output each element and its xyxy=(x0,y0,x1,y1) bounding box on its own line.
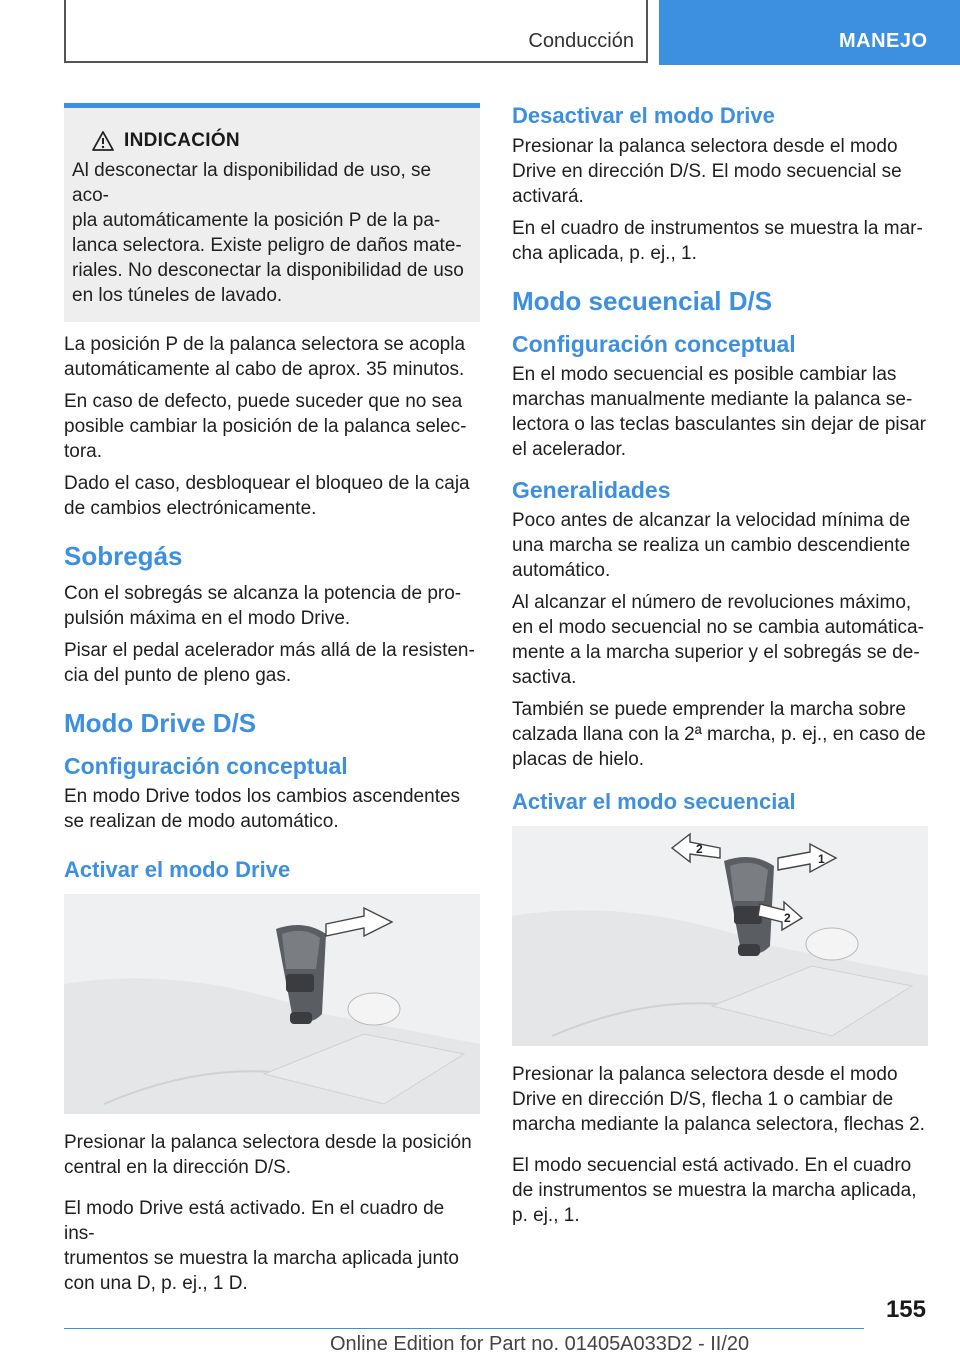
edition-footer: Online Edition for Part no. 01405A033D2 - II/20 xyxy=(330,1333,750,1355)
heading-config-secuencial: Configuración conceptual xyxy=(512,331,796,357)
notice-box xyxy=(64,103,480,322)
heading-activar-drive: Activar el modo Drive xyxy=(64,857,291,882)
notice-line: pla automáticamente la posición P de la pa- xyxy=(72,210,441,231)
paragraph-sobregas-1: Con el sobregás se alcanza la potencia de pro- pulsión máxima en el modo Drive. xyxy=(64,583,462,629)
notice-title: INDICACIÓN xyxy=(124,130,240,151)
gear-selector-figure-sequential xyxy=(512,826,928,1046)
paragraph-p-position: La posición P de la palanca selectora se acopla automáticamente al cabo de aprox. 35 minutos. xyxy=(64,334,466,380)
paragraph-config-drive: En modo Drive todos los cambios ascendentes se realizan de modo automático. xyxy=(64,786,461,832)
caption-sequential-2: El modo secuencial está activado. En el cuadro de instrumentos se muestra la marcha aplicada, p. ej., 1. xyxy=(512,1155,917,1226)
heading-activar-secuencial: Activar el modo secuencial xyxy=(512,789,796,814)
arrow-2a-label: 2 xyxy=(696,842,703,856)
page-number: 155 xyxy=(885,1296,926,1323)
caption-drive-1: Presionar la palanca selectora desde la posición central en la dirección D/S. xyxy=(64,1132,472,1178)
caption-sequential-1: Presionar la palanca selectora desde el modo Drive en dirección D/S, flecha 1 o cambiar de marcha mediante la palanca selectora, flechas 2. xyxy=(512,1064,925,1135)
warning-triangle-icon xyxy=(92,131,114,151)
notice-line: Al desconectar la disponibilidad de uso, se aco- xyxy=(72,160,432,206)
gear-selector-arrows-illustration xyxy=(512,826,928,1046)
left-column xyxy=(64,103,480,1303)
paragraph-sobregas-2: Pisar el pedal acelerador más allá de la resisten- cia del punto de pleno gas. xyxy=(64,640,475,686)
heading-desactivar-drive: Desactivar el modo Drive xyxy=(512,103,775,128)
notice-line: riales. No desconectar la disponibilidad de uso xyxy=(72,260,464,281)
paragraph-gen-1: Poco antes de alcanzar la velocidad mínima de una marcha se realiza un cambio descendiente automático. xyxy=(512,510,911,581)
heading-modo-secuencial: Modo secuencial D/S xyxy=(512,286,773,316)
heading-modo-drive: Modo Drive D/S xyxy=(64,708,257,738)
right-column xyxy=(512,102,928,1235)
header-section-box xyxy=(64,0,648,63)
notice-line: en los túneles de lavado. xyxy=(72,285,283,306)
heading-sobregas: Sobregás xyxy=(64,541,183,571)
heading-config-drive: Configuración conceptual xyxy=(64,753,348,779)
caption-drive-2: El modo Drive está activado. En el cuadro de ins- trumentos se muestra la marcha aplicada junto con una D, p. ej., 1 D. xyxy=(64,1198,459,1294)
paragraph-gen-3: También se puede emprender la marcha sobre calzada llana con la 2ª marcha, p. ej., en caso de placas de hielo. xyxy=(512,699,926,770)
gear-selector-figure-drive xyxy=(64,894,480,1114)
heading-generalidades: Generalidades xyxy=(512,477,671,503)
footer-divider xyxy=(64,1328,864,1329)
paragraph-desactivar-1: Presionar la palanca selectora desde el modo Drive en dirección D/S. El modo secuencial se activará. xyxy=(512,136,902,207)
notice-header xyxy=(72,130,472,152)
header-section-title: Conducción xyxy=(528,30,634,52)
gear-selector-illustration xyxy=(64,894,480,1114)
header-chapter-tab xyxy=(659,0,960,65)
paragraph-desactivar-2: En el cuadro de instrumentos se muestra la mar- cha aplicada, p. ej., 1. xyxy=(512,218,923,264)
arrow-2b-label: 2 xyxy=(784,911,791,925)
notice-line: lanca selectora. Existe peligro de daños mate- xyxy=(72,235,462,256)
paragraph-defect: En caso de defecto, puede suceder que no sea posible cambiar la posición de la palanca selec- tora. xyxy=(64,391,467,462)
paragraph-gen-2: Al alcanzar el número de revoluciones máximo, en el modo secuencial no se cambia automática- mente a la marcha superior y el sobregás se de- sactiva. xyxy=(512,592,924,688)
header-chapter-title: MANEJO xyxy=(839,30,928,52)
arrow-1-label: 1 xyxy=(818,852,825,866)
paragraph-config-secuencial: En el modo secuencial es posible cambiar las marchas manualmente mediante la palanca se- lectora o las teclas basculantes sin dejar de pisar el acelerador. xyxy=(512,364,927,460)
paragraph-unlock: Dado el caso, desbloquear el bloqueo de la caja de cambios electrónicamente. xyxy=(64,473,470,519)
